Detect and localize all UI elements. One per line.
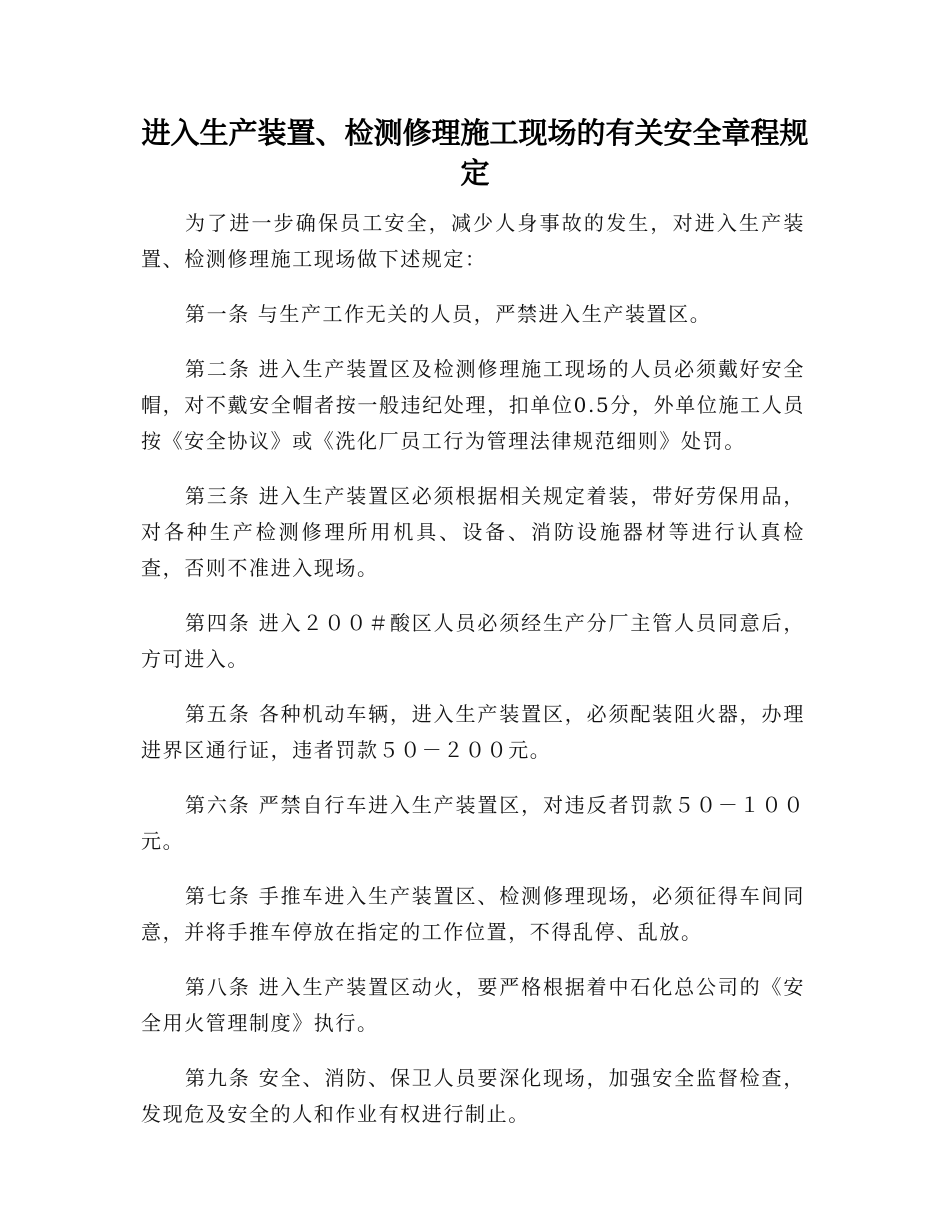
article-8-paragraph: 第八条 进入生产装置区动火，要严格根据着中石化总公司的《安全用火管理制度》执行。	[141, 975, 805, 1035]
article-6-paragraph: 第六条 严禁自行车进入生产装置区，对违反者罚款５０－１００元。	[141, 793, 805, 853]
intro-paragraph: 为了进一步确保员工安全，减少人身事故的发生，对进入生产装置、检测修理施工现场做下述规定：	[141, 211, 805, 271]
article-3-paragraph: 第三条 进入生产装置区必须根据相关规定着装，带好劳保用品，对各种生产检测修理所用机具、设备、消防设施器材等进行认真检查，否则不准进入现场。	[141, 484, 805, 580]
article-7-paragraph: 第七条 手推车进入生产装置区、检测修理现场，必须征得车间同意，并将手推车停放在指定的工作位置，不得乱停、乱放。	[141, 884, 805, 944]
article-4-paragraph: 第四条 进入２００＃酸区人员必须经生产分厂主管人员同意后，方可进入。	[141, 611, 805, 671]
document-title: 进入生产装置、检测修理施工现场的有关安全章程规定	[141, 116, 809, 190]
article-1-paragraph: 第一条 与生产工作无关的人员，严禁进入生产装置区。	[185, 302, 712, 326]
article-5-paragraph: 第五条 各种机动车辆，进入生产装置区，必须配装阻火器，办理进界区通行证，违者罚款５０－２００元。	[141, 702, 805, 762]
document-body	[141, 205, 805, 1151]
article-9-paragraph: 第九条 安全、消防、保卫人员要深化现场，加强安全监督检查，发现危及安全的人和作业有权进行制止。	[141, 1066, 805, 1126]
article-2-paragraph: 第二条 进入生产装置区及检测修理施工现场的人员必须戴好安全帽，对不戴安全帽者按一般违纪处理，扣单位0.5分，外单位施工人员按《安全协议》或《洗化厂员工行为管理法律规范细则》处罚。	[141, 357, 805, 453]
